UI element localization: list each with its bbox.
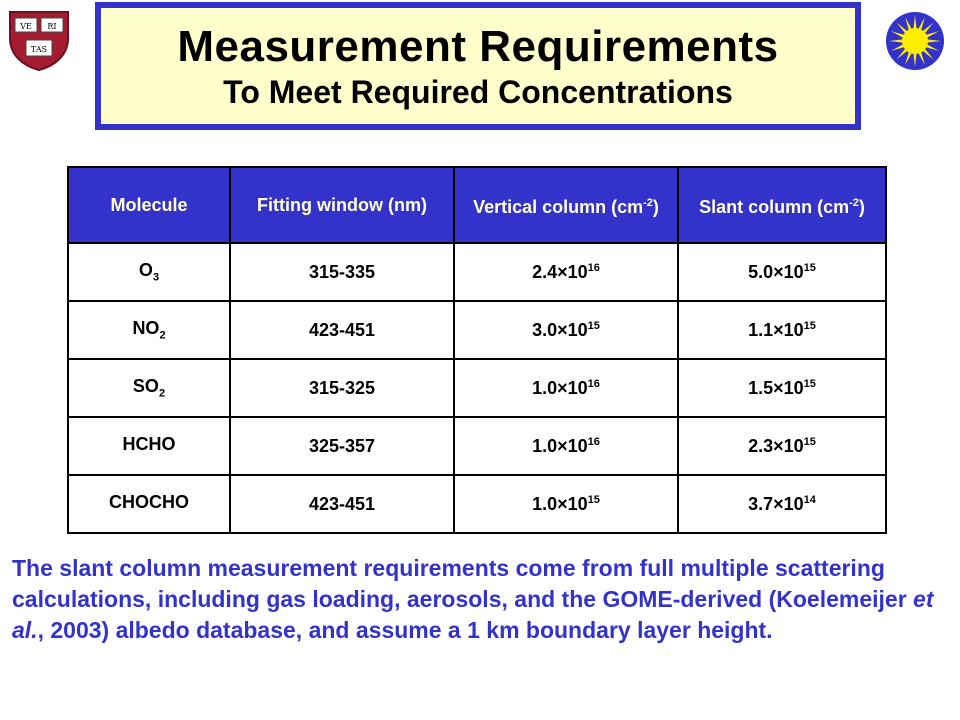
cell-slant-column: $1.5\times 10^{15}$ — [678, 359, 886, 417]
cell-molecule: $SO_2$ — [68, 359, 230, 417]
title-box — [95, 2, 861, 130]
table-row — [68, 417, 886, 475]
shield-text-2: RI — [47, 22, 57, 31]
footnote-text: The slant column measurement requirements come from full multiple scattering calculations, including gas loading, aerosols, and the GOME-derived (Koelemeijer et al., 2003) albedo database, and assume a 1 km boundary layer height. — [12, 555, 934, 643]
cell-fitting-window: 315-325 — [230, 359, 454, 417]
cell-molecule: HCHO — [68, 417, 230, 475]
cell-vertical-column: $1.0\times 10^{16}$ — [454, 359, 678, 417]
cell-vertical-column: $3.0\times 10^{15}$ — [454, 301, 678, 359]
cell-fitting-window: 423-451 — [230, 475, 454, 533]
cell-slant-column: $1.1\times 10^{15}$ — [678, 301, 886, 359]
cell-molecule: CHOCHO — [68, 475, 230, 533]
shield-text-1: VE — [20, 22, 32, 31]
page-title: Measurement Requirements — [177, 22, 779, 71]
cell-slant-column: $2.3\times 10^{15}$ — [678, 417, 886, 475]
table-row — [68, 243, 886, 301]
header-fitting-window: Fitting window (nm) — [230, 167, 454, 243]
requirements-table — [67, 166, 887, 534]
page-subtitle: To Meet Required Concentrations — [223, 74, 733, 110]
cell-vertical-column: $2.4\times 10^{16}$ — [454, 243, 678, 301]
table-header-row — [68, 167, 886, 243]
cell-fitting-window: 423-451 — [230, 301, 454, 359]
cell-fitting-window: 315-335 — [230, 243, 454, 301]
header-molecule: Molecule — [68, 167, 230, 243]
cell-slant-column: $3.7\times 10^{14}$ — [678, 475, 886, 533]
shield-text-3: TAS — [30, 45, 48, 54]
cell-molecule: $O_3$ — [68, 243, 230, 301]
harvard-shield-icon — [6, 8, 72, 72]
header-slant-column: Slant column $(cm^{-2})$ — [678, 167, 886, 243]
header-vertical-column: Vertical column $(cm^{-2})$ — [454, 167, 678, 243]
cell-fitting-window: 325-357 — [230, 417, 454, 475]
table-row — [68, 359, 886, 417]
cell-slant-column: $5.0\times 10^{15}$ — [678, 243, 886, 301]
cell-molecule: $NO_2$ — [68, 301, 230, 359]
table-row — [68, 475, 886, 533]
cell-vertical-column: $1.0\times 10^{16}$ — [454, 417, 678, 475]
sun-logo-icon — [880, 10, 950, 72]
table-row — [68, 301, 886, 359]
cell-vertical-column: $1.0\times 10^{15}$ — [454, 475, 678, 533]
